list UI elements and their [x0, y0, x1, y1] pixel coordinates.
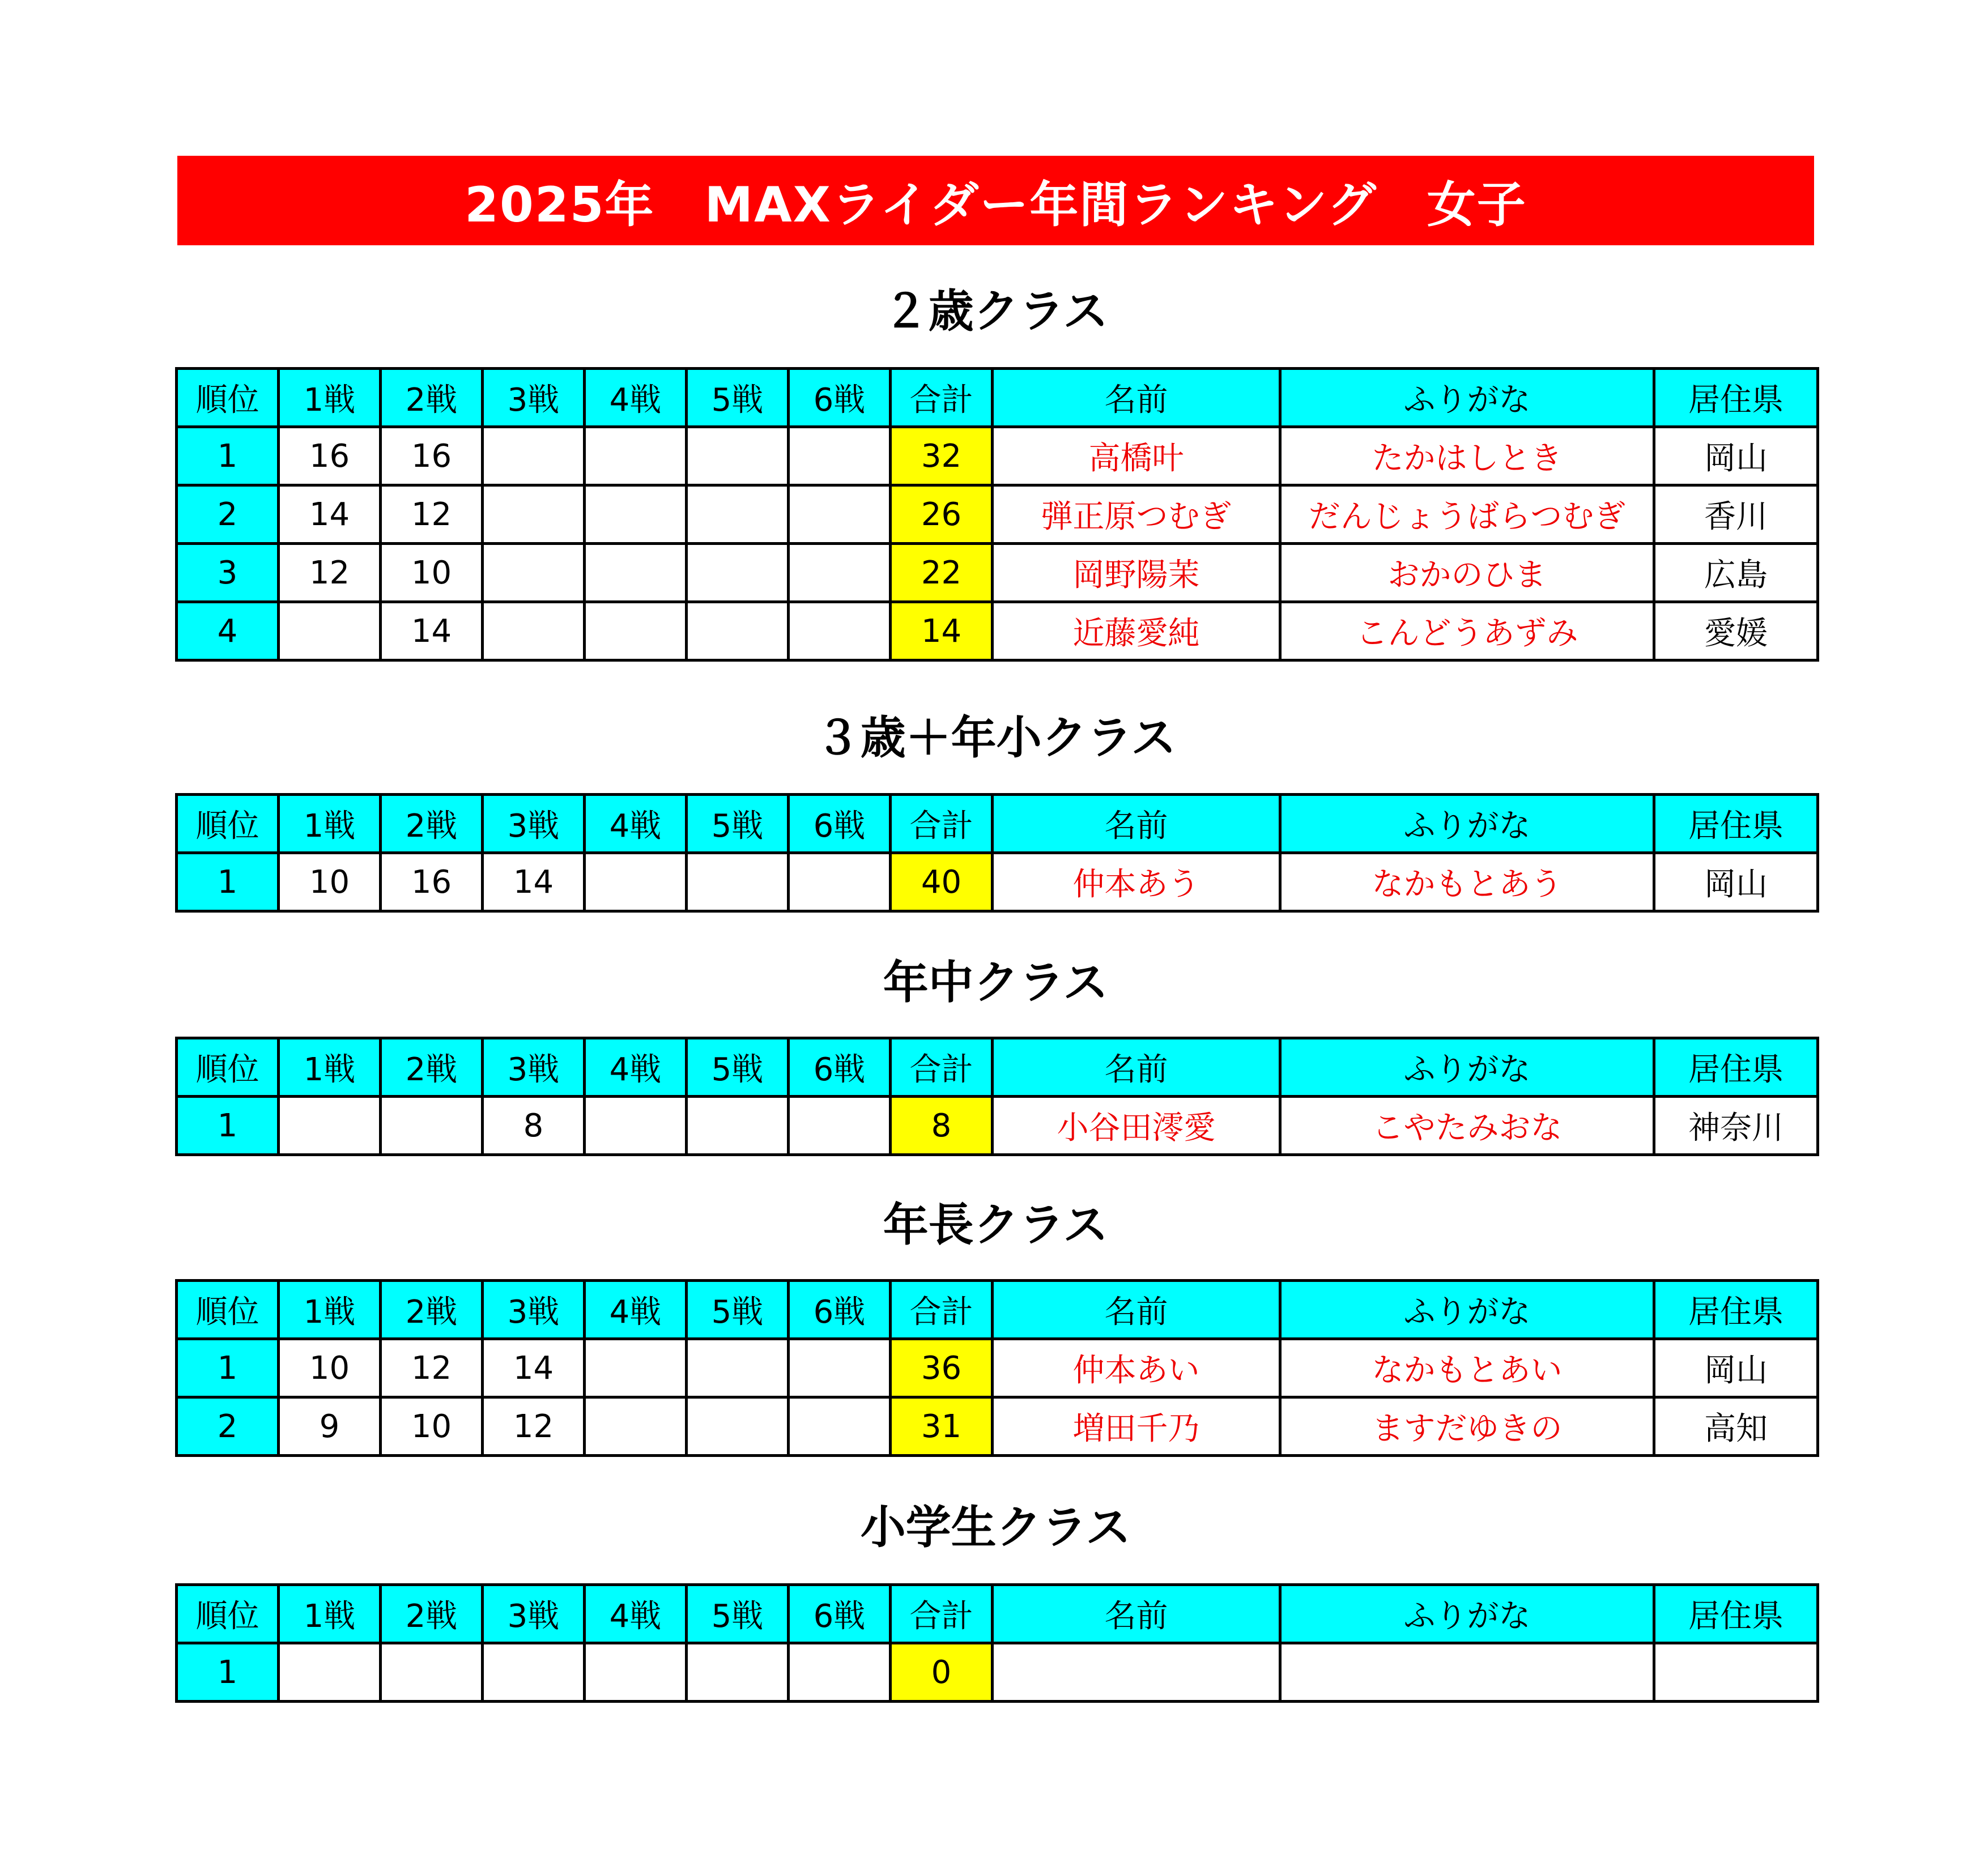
header-round-2: 2戦 [381, 369, 483, 427]
furigana-cell: なかもとあう [1280, 853, 1654, 911]
header-total: 合計 [891, 1038, 993, 1097]
round-2-cell [381, 1097, 483, 1155]
table-header-row [177, 1038, 1818, 1097]
round-1-cell [279, 1643, 381, 1702]
header-round-5: 5戦 [687, 369, 789, 427]
table-row [177, 427, 1818, 485]
header-round-6: 6戦 [789, 1281, 891, 1339]
ranking-table [175, 367, 1819, 662]
header-total: 合計 [891, 1585, 993, 1643]
total-cell: 26 [891, 485, 993, 544]
prefecture-cell: 高知 [1654, 1397, 1818, 1456]
total-cell: 36 [891, 1339, 993, 1397]
name-cell: 岡野陽茉 [993, 544, 1280, 602]
header-rank: 順位 [177, 795, 279, 853]
header-round-1: 1戦 [279, 795, 381, 853]
header-prefecture: 居住県 [1654, 1038, 1818, 1097]
header-furigana: ふりがな [1280, 1585, 1654, 1643]
section-title: ３歳＋年小クラス [815, 711, 1177, 764]
round-3-cell [483, 602, 585, 660]
round-1-cell: 14 [279, 485, 381, 544]
header-round-5: 5戦 [687, 795, 789, 853]
header-prefecture: 居住県 [1654, 1281, 1818, 1339]
prefecture-cell [1654, 1643, 1818, 1702]
round-1-cell: 10 [279, 853, 381, 911]
rank-cell: 1 [177, 853, 279, 911]
round-1-cell: 12 [279, 544, 381, 602]
prefecture-cell: 香川 [1654, 485, 1818, 544]
round-1-cell [279, 1097, 381, 1155]
round-4-cell [585, 602, 687, 660]
round-5-cell [687, 1643, 789, 1702]
round-6-cell [789, 853, 891, 911]
prefecture-cell: 神奈川 [1654, 1097, 1818, 1155]
header-round-5: 5戦 [687, 1585, 789, 1643]
round-2-cell [381, 1643, 483, 1702]
round-6-cell [789, 427, 891, 485]
header-total: 合計 [891, 369, 993, 427]
header-name: 名前 [993, 1038, 1280, 1097]
round-1-cell [279, 602, 381, 660]
name-cell: 近藤愛純 [993, 602, 1280, 660]
furigana-cell: こやたみおな [1280, 1097, 1654, 1155]
header-round-4: 4戦 [585, 1585, 687, 1643]
round-3-cell [483, 485, 585, 544]
ranking-table [175, 1583, 1819, 1703]
round-5-cell [687, 1339, 789, 1397]
header-round-3: 3戦 [483, 369, 585, 427]
header-total: 合計 [891, 795, 993, 853]
ranking-table [175, 1037, 1819, 1156]
header-round-2: 2戦 [381, 1281, 483, 1339]
round-5-cell [687, 427, 789, 485]
page-title-banner: 2025年 MAXライダー年間ランキング 女子 [177, 156, 1814, 245]
prefecture-cell: 岡山 [1654, 1339, 1818, 1397]
header-round-5: 5戦 [687, 1038, 789, 1097]
header-round-1: 1戦 [279, 1585, 381, 1643]
table-header-row [177, 795, 1818, 853]
round-6-cell [789, 1397, 891, 1456]
section-title: 年中クラス [883, 956, 1109, 1009]
total-cell: 31 [891, 1397, 993, 1456]
round-4-cell [585, 485, 687, 544]
header-round-2: 2戦 [381, 1585, 483, 1643]
round-3-cell: 12 [483, 1397, 585, 1456]
name-cell: 高橋叶 [993, 427, 1280, 485]
round-4-cell [585, 1097, 687, 1155]
header-name: 名前 [993, 1281, 1280, 1339]
ranking-table [175, 1279, 1819, 1457]
rank-cell: 2 [177, 1397, 279, 1456]
round-4-cell [585, 544, 687, 602]
header-round-6: 6戦 [789, 1038, 891, 1097]
round-2-cell: 12 [381, 1339, 483, 1397]
name-cell: 小谷田澪愛 [993, 1097, 1280, 1155]
header-round-6: 6戦 [789, 1585, 891, 1643]
round-6-cell [789, 1097, 891, 1155]
header-round-3: 3戦 [483, 1281, 585, 1339]
round-5-cell [687, 1397, 789, 1456]
rank-cell: 3 [177, 544, 279, 602]
round-1-cell: 16 [279, 427, 381, 485]
rank-cell: 1 [177, 1097, 279, 1155]
round-4-cell [585, 427, 687, 485]
furigana-cell: なかもとあい [1280, 1339, 1654, 1397]
round-3-cell [483, 544, 585, 602]
total-cell: 14 [891, 602, 993, 660]
round-5-cell [687, 544, 789, 602]
header-furigana: ふりがな [1280, 369, 1654, 427]
section-title: ２歳クラス [883, 284, 1109, 338]
header-prefecture: 居住県 [1654, 795, 1818, 853]
furigana-cell [1280, 1643, 1654, 1702]
header-round-1: 1戦 [279, 1281, 381, 1339]
header-round-4: 4戦 [585, 1281, 687, 1339]
rank-cell: 4 [177, 602, 279, 660]
furigana-cell: おかのひま [1280, 544, 1654, 602]
header-furigana: ふりがな [1280, 795, 1654, 853]
round-6-cell [789, 485, 891, 544]
header-round-4: 4戦 [585, 1038, 687, 1097]
header-total: 合計 [891, 1281, 993, 1339]
round-5-cell [687, 1097, 789, 1155]
prefecture-cell: 愛媛 [1654, 602, 1818, 660]
total-cell: 8 [891, 1097, 993, 1155]
round-5-cell [687, 853, 789, 911]
table-row [177, 485, 1818, 544]
prefecture-cell: 岡山 [1654, 427, 1818, 485]
round-2-cell: 10 [381, 1397, 483, 1456]
name-cell: 弾正原つむぎ [993, 485, 1280, 544]
total-cell: 40 [891, 853, 993, 911]
header-furigana: ふりがな [1280, 1281, 1654, 1339]
header-name: 名前 [993, 1585, 1280, 1643]
round-1-cell: 9 [279, 1397, 381, 1456]
name-cell: 仲本あう [993, 853, 1280, 911]
round-6-cell [789, 1643, 891, 1702]
header-round-2: 2戦 [381, 1038, 483, 1097]
section-title: 小学生クラス [860, 1501, 1131, 1554]
table-header-row [177, 1585, 1818, 1643]
ranking-table [175, 793, 1819, 913]
header-name: 名前 [993, 795, 1280, 853]
furigana-cell: こんどうあずみ [1280, 602, 1654, 660]
round-1-cell: 10 [279, 1339, 381, 1397]
round-3-cell: 8 [483, 1097, 585, 1155]
header-round-6: 6戦 [789, 795, 891, 853]
header-round-3: 3戦 [483, 1038, 585, 1097]
table-header-row [177, 1281, 1818, 1339]
total-cell: 22 [891, 544, 993, 602]
round-2-cell: 12 [381, 485, 483, 544]
header-prefecture: 居住県 [1654, 1585, 1818, 1643]
name-cell: 増田千乃 [993, 1397, 1280, 1456]
header-round-3: 3戦 [483, 1585, 585, 1643]
rank-cell: 1 [177, 1643, 279, 1702]
header-rank: 順位 [177, 1585, 279, 1643]
header-round-3: 3戦 [483, 795, 585, 853]
round-4-cell [585, 1339, 687, 1397]
round-3-cell: 14 [483, 853, 585, 911]
round-6-cell [789, 544, 891, 602]
header-prefecture: 居住県 [1654, 369, 1818, 427]
furigana-cell: だんじょうばらつむぎ [1280, 485, 1654, 544]
prefecture-cell: 岡山 [1654, 853, 1818, 911]
header-round-5: 5戦 [687, 1281, 789, 1339]
header-round-4: 4戦 [585, 369, 687, 427]
table-row [177, 602, 1818, 660]
total-cell: 0 [891, 1643, 993, 1702]
round-4-cell [585, 1397, 687, 1456]
table-row [177, 1339, 1818, 1397]
round-2-cell: 16 [381, 853, 483, 911]
round-3-cell [483, 1643, 585, 1702]
round-6-cell [789, 1339, 891, 1397]
table-row [177, 544, 1818, 602]
round-2-cell: 16 [381, 427, 483, 485]
header-round-1: 1戦 [279, 1038, 381, 1097]
header-round-2: 2戦 [381, 795, 483, 853]
table-row [177, 1397, 1818, 1456]
header-round-4: 4戦 [585, 795, 687, 853]
round-2-cell: 10 [381, 544, 483, 602]
header-rank: 順位 [177, 1038, 279, 1097]
prefecture-cell: 広島 [1654, 544, 1818, 602]
furigana-cell: たかはしとき [1280, 427, 1654, 485]
header-rank: 順位 [177, 1281, 279, 1339]
header-round-1: 1戦 [279, 369, 381, 427]
round-2-cell: 14 [381, 602, 483, 660]
header-rank: 順位 [177, 369, 279, 427]
rank-cell: 1 [177, 1339, 279, 1397]
table-row [177, 1097, 1818, 1155]
table-row [177, 1643, 1818, 1702]
round-3-cell [483, 427, 585, 485]
round-4-cell [585, 1643, 687, 1702]
rank-cell: 2 [177, 485, 279, 544]
round-3-cell: 14 [483, 1339, 585, 1397]
furigana-cell: ますだゆきの [1280, 1397, 1654, 1456]
round-4-cell [585, 853, 687, 911]
round-5-cell [687, 602, 789, 660]
total-cell: 32 [891, 427, 993, 485]
round-6-cell [789, 602, 891, 660]
section-title: 年長クラス [883, 1198, 1109, 1251]
header-furigana: ふりがな [1280, 1038, 1654, 1097]
header-round-6: 6戦 [789, 369, 891, 427]
name-cell [993, 1643, 1280, 1702]
rank-cell: 1 [177, 427, 279, 485]
round-5-cell [687, 485, 789, 544]
table-header-row [177, 369, 1818, 427]
header-name: 名前 [993, 369, 1280, 427]
table-row [177, 853, 1818, 911]
name-cell: 仲本あい [993, 1339, 1280, 1397]
